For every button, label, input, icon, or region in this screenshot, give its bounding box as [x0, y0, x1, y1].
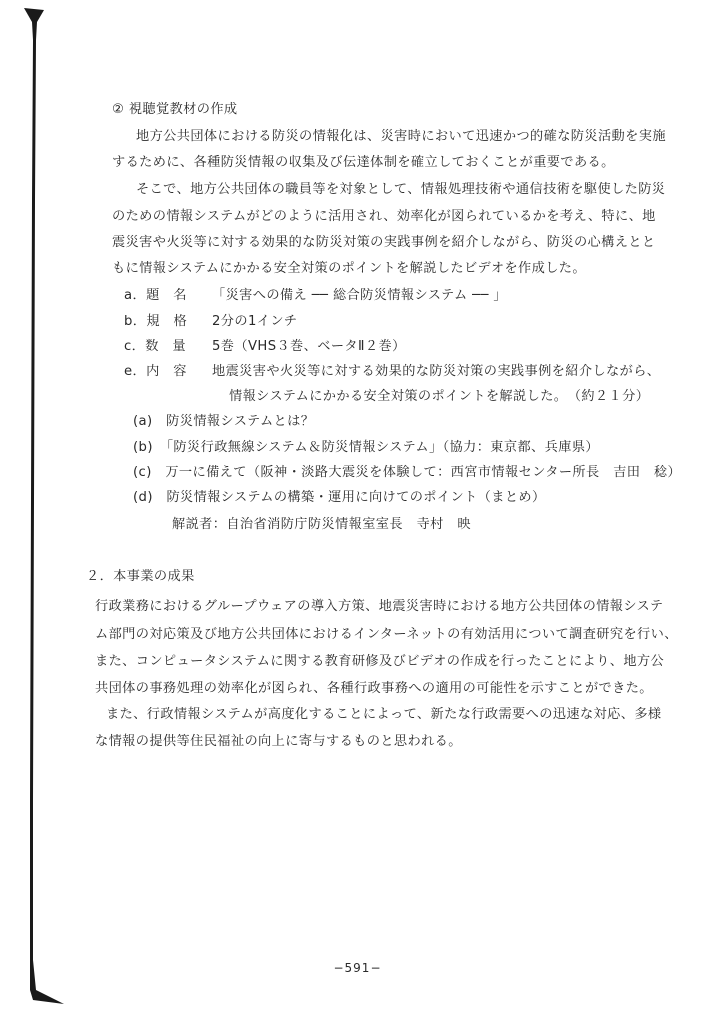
- results-paragraph2-line: また、行政情報システムが高度化することによって、新たな行政需要への迅速な対応、多様: [106, 707, 662, 722]
- binding-shadow-mark: [0, 0, 70, 1012]
- spec-label: b．規 格: [124, 314, 188, 329]
- spec-value: 5巻（VHS３巻、ベータⅡ２巻）: [212, 339, 406, 354]
- chapter-item: (d) 防災情報システムの構築・運用に向けてのポイント（まとめ）: [133, 490, 546, 505]
- results-paragraph1-line: また、コンピュータシステムに関する教育研修及びビデオの作成を行ったことにより、地方公: [95, 654, 665, 669]
- paragraph2-line: 震災害や火災等に対する効果的な防災対策の実践事例を紹介しながら、防災の心構えとと: [112, 235, 656, 250]
- results-paragraph1-line: 共団体の事務処理の効率化が図られ、各種行政事務への適用の可能性を示すことができた。: [95, 681, 653, 696]
- spec-value: 地震災害や火災等に対する効果的な防災対策の実践事例を紹介しながら、: [212, 364, 661, 379]
- results-paragraph1-line: 行政業務におけるグループウェアの導入方策、地震災害時における地方公共団体の情報システ: [95, 599, 664, 614]
- paragraph2-line: のための情報システムがどのように活用され、効率化が図られているかを考え、特に、地: [112, 209, 656, 224]
- chapter-item: (c) 万一に備えて（阪神・淡路大震災を体験して：西宮市情報センター所長 吉田 稔）: [133, 465, 682, 480]
- spec-label: a．題 名: [124, 288, 187, 303]
- spec-label: e．内 容: [124, 364, 187, 379]
- spec-item-quantity: [124, 340, 406, 353]
- commentator: 解説者：自治省消防庁防災情報室室長 寺村 映: [172, 517, 471, 532]
- paragraph2-line: そこで、地方公共団体の職員等を対象として、情報処理技術や通信技術を駆使した防災: [136, 182, 666, 197]
- spec-item-title: [124, 289, 507, 302]
- results-paragraph1-line: ム部門の対応策及び地方公共団体におけるインターネットの有効活用について調査研究を行い、: [95, 627, 678, 642]
- paragraph2-line: もに情報システムにかかる安全対策のポイントを解説したビデオを作成した。: [112, 261, 586, 276]
- results-heading: ２．本事業の成果: [86, 569, 195, 584]
- spec-value: 「災害への備え ── 総合防災情報システム ── 」: [212, 288, 507, 303]
- paragraph1-line: するために、各種防災情報の収集及び伝達体制を確立しておくことが重要である。: [112, 155, 615, 170]
- chapter-item: (b) 「防災行政無線システム＆防災情報システム」（協力：東京都、兵庫県）: [133, 440, 599, 455]
- spec-label: c．数 量: [124, 339, 187, 354]
- spec-value: 2分の1インチ: [212, 314, 298, 329]
- spec-item-content: [124, 365, 660, 378]
- paragraph1-line: 地方公共団体における防災の情報化は、災害時において迅速かつ的確な防災活動を実施: [136, 129, 666, 144]
- chapter-item: (a) 防災情報システムとは？: [133, 414, 315, 429]
- section-heading: ② 視聴覚教材の作成: [112, 102, 238, 117]
- results-paragraph2-line: な情報の提供等住民福祉の向上に寄与するものと思われる。: [95, 734, 462, 749]
- spec-item-format: [124, 315, 298, 328]
- page-number: −591−: [333, 961, 382, 975]
- content-continuation: 情報システムにかかる安全対策のポイントを解説した。 （約２１分）: [229, 389, 650, 404]
